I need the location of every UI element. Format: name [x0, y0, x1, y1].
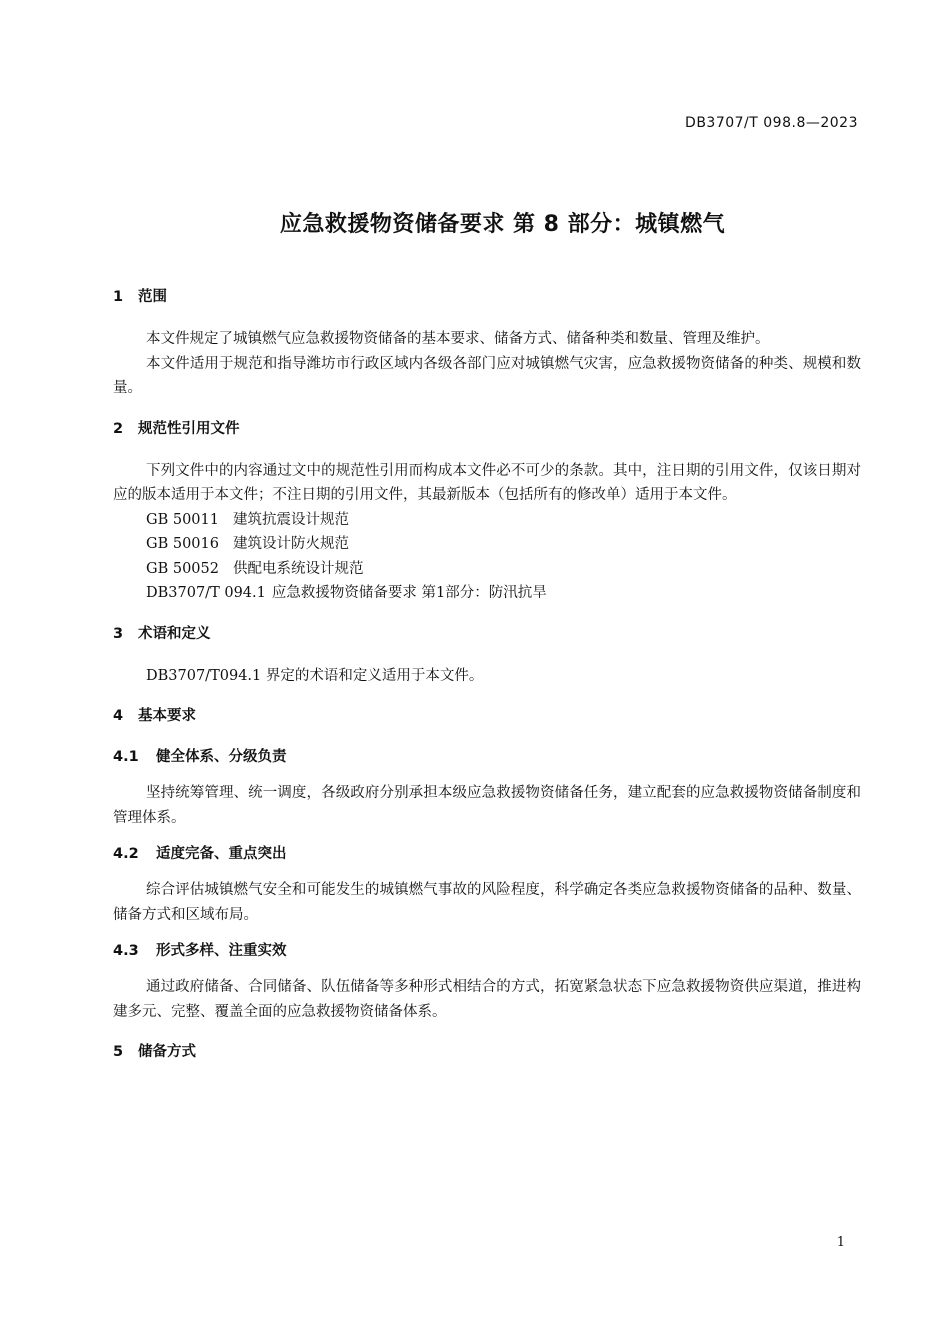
section-number: 1 [113, 289, 124, 305]
section-3-heading [113, 623, 861, 645]
section-5-heading [113, 1041, 861, 1063]
subsection-number: 4.3 [113, 943, 139, 959]
references-intro: 下列文件中的内容通过文中的规范性引用而构成本文件必不可少的条款。其中，注日期的引用文件，仅该日期对应的版本适用于本文件；不注日期的引用文件，其最新版本（包括所有的修改单）适用于本文件。 [113, 462, 861, 503]
reference-name: 建筑抗震设计规范 [233, 511, 349, 528]
section-1-heading [113, 286, 861, 308]
standard-code: DB3707/T 098.8—2023 [685, 115, 858, 131]
subsection-4-1-heading [113, 746, 861, 768]
scope-paragraph-2: 本文件适用于规范和指导潍坊市行政区域内各级各部门应对城镇燃气灾害，应急救援物资储备的种类、规模和数量。 [113, 355, 861, 396]
subsection-4-2-paragraph: 综合评估城镇燃气安全和可能发生的城镇燃气事故的风险程度，科学确定各类应急救援物资储备的品种、数量、储备方式和区域布局。 [113, 882, 861, 923]
scope-paragraph-1: 本文件规定了城镇燃气应急救援物资储备的基本要求、储备方式、储备种类和数量、管理及维护。 [146, 331, 770, 347]
subsection-title: 形式多样、注重实效 [156, 943, 287, 959]
subsection-4-1-paragraph: 坚持统筹管理、统一调度，各级政府分别承担本级应急救援物资储备任务，建立配套的应急救援物资储备制度和管理体系。 [113, 785, 861, 826]
page-number: 1 [836, 1235, 845, 1250]
section-title: 储备方式 [138, 1044, 196, 1060]
section-title: 规范性引用文件 [138, 420, 240, 437]
reference-name: 建筑设计防火规范 [233, 536, 349, 552]
section-number: 4 [113, 708, 124, 724]
reference-item [113, 557, 861, 582]
reference-code: GB 50011 [146, 511, 219, 528]
section-2-heading [113, 418, 861, 440]
subsection-number: 4.1 [113, 749, 139, 765]
reference-item [113, 532, 861, 557]
subsection-4-3-heading [113, 940, 861, 962]
subsection-title: 适度完备、重点突出 [156, 846, 287, 862]
subsection-number: 4.2 [113, 846, 139, 862]
section-4-heading [113, 705, 861, 727]
reference-code: GB 50052 [146, 560, 219, 577]
subsection-title: 健全体系、分级负责 [156, 749, 287, 765]
subsection-4-3-paragraph: 通过政府储备、合同储备、队伍储备等多种形式相结合的方式，拓宽紧急状态下应急救援物资供应渠道，推进构建多元、完整、覆盖全面的应急救援物资储备体系。 [113, 979, 861, 1020]
reference-item [113, 508, 861, 533]
terms-paragraph: DB3707/T094.1 界定的术语和定义适用于本文件。 [146, 667, 484, 684]
reference-code: GB 50016 [146, 536, 219, 552]
section-title: 基本要求 [138, 708, 196, 724]
reference-name: 应急救援物资储备要求 第1部分：防汛抗旱 [271, 585, 547, 601]
document-title: 应急救援物资储备要求 第 8 部分：城镇燃气 [279, 212, 726, 237]
document-body [113, 286, 861, 1063]
section-number: 5 [113, 1044, 124, 1060]
reference-code: DB3707/T 094.1 [146, 585, 266, 601]
subsection-4-2-heading [113, 843, 861, 865]
section-number: 2 [113, 420, 124, 437]
reference-name: 供配电系统设计规范 [233, 560, 364, 577]
section-title: 范围 [138, 289, 167, 305]
reference-item [113, 581, 861, 606]
section-title: 术语和定义 [138, 625, 211, 642]
section-number: 3 [113, 625, 124, 642]
